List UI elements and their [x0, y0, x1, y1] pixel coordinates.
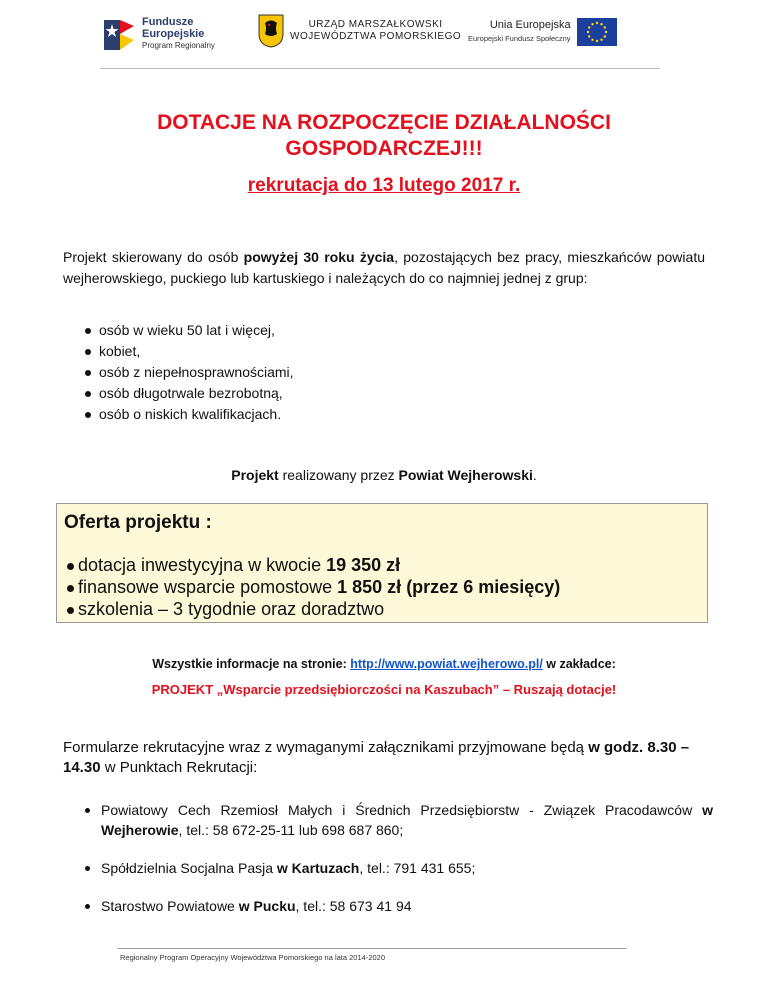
info-line: Wszystkie informacje na stronie: http://www.powiat.wejherowo.pl/ w zakładce:: [152, 657, 616, 671]
fe-line1: Fundusze: [142, 16, 194, 28]
list-item: dotacja inwestycyjna w kwocie 19 350 zł: [67, 554, 560, 576]
intro-text-1: Projekt skierowany do osób: [63, 249, 244, 265]
bullet-icon: [85, 808, 90, 813]
bullet-icon: [85, 349, 91, 355]
fe-line3: Program Regionalny: [142, 41, 215, 50]
bullet-icon: [85, 391, 91, 397]
list-item: Spółdzielnia Socjalna Pasja w Kartuzach, tel.: 791 431 655;: [63, 858, 713, 878]
title-line1: DOTACJE NA ROZPOCZĘCIE DZIAŁALNOŚCI: [157, 111, 611, 134]
offer-title: Oferta projektu :: [64, 512, 212, 533]
target-groups-list: [63, 320, 294, 425]
offer-list: [67, 554, 560, 620]
fundusze-europejskie-logo: [100, 14, 215, 54]
project-name: PROJEKT „Wsparcie przedsiębiorczości na Kaszubach” – Ruszają dotacje!: [151, 682, 617, 697]
footer-divider: [118, 948, 626, 949]
list-item: osób w wieku 50 lat i więcej,: [63, 320, 294, 341]
header-divider: [100, 68, 660, 69]
realized-by: Projekt realizowany przez Powiat Wejherowski.: [231, 467, 537, 483]
urzad-marszalkowski-logo: [258, 14, 461, 48]
logo-bar: [100, 10, 630, 68]
list-item: osób z niepełnosprawnościami,: [63, 362, 294, 383]
bullet-icon: [85, 904, 90, 909]
list-item: Starostwo Powiatowe w Pucku, tel.: 58 673 41 94: [63, 896, 713, 916]
eu-flag-icon: [577, 18, 617, 46]
bullet-icon: [85, 412, 91, 418]
offer-box: [56, 503, 708, 623]
intro-paragraph: [63, 247, 705, 289]
recruitment-points-list: [63, 800, 713, 934]
forms-paragraph: Formularze rekrutacyjne wraz z wymaganymi załącznikami przyjmowane będą w godz. 8.30 – 14.30 w Punktach Rekrutacji:: [63, 739, 690, 776]
bullet-icon: [67, 607, 74, 614]
bullet-icon: [85, 370, 91, 376]
list-item: Powiatowy Cech Rzemiosł Małych i Średnich Przedsiębiorstw - Związek Pracodawców w Wejherowie, tel.: 58 672-25-11 lub 698 687 860;: [63, 800, 713, 840]
website-link[interactable]: http://www.powiat.wejherowo.pl/: [350, 657, 543, 671]
footer-text: Regionalny Program Operacyjny Województwa Pomorskiego na lata 2014-2020: [120, 953, 386, 962]
list-item: osób o niskich kwalifikacjach.: [63, 404, 294, 425]
list-item: finansowe wsparcie pomostowe 1 850 zł (przez 6 miesięcy): [67, 576, 560, 598]
bullet-icon: [85, 866, 90, 871]
ue-line2: Europejski Fundusz Społeczny: [468, 34, 571, 43]
fe-line2: Europejskie: [142, 28, 205, 40]
page-title: [0, 110, 768, 162]
recruitment-deadline: rekrutacja do 13 lutego 2017 r.: [247, 175, 521, 196]
ue-line1: Unia Europejska: [489, 19, 571, 31]
intro-text-2: , pozostających bez pracy, mieszkańców powiatu wejherowskiego, puckiego lub kartuskiego i należących do co najmniej jednej z grup:: [63, 249, 705, 286]
bullet-icon: [85, 328, 91, 334]
title-line2: GOSPODARCZEJ!!!: [285, 137, 483, 160]
fundusze-europejskie-icon: [100, 14, 138, 54]
bullet-icon: [67, 563, 74, 570]
pomorskie-coat-of-arms-icon: [258, 14, 284, 48]
list-item: kobiet,: [63, 341, 294, 362]
um-line2: WOJEWÓDZTWA POMORSKIEGO: [290, 31, 462, 42]
list-item: szkolenia – 3 tygodnie oraz doradztwo: [67, 598, 560, 620]
bullet-icon: [67, 585, 74, 592]
list-item: osób długotrwale bezrobotną,: [63, 383, 294, 404]
unia-europejska-logo: [468, 18, 617, 46]
intro-bold: powyżej 30 roku życia: [243, 249, 395, 265]
um-line1: URZĄD MARSZAŁKOWSKI: [308, 19, 443, 30]
